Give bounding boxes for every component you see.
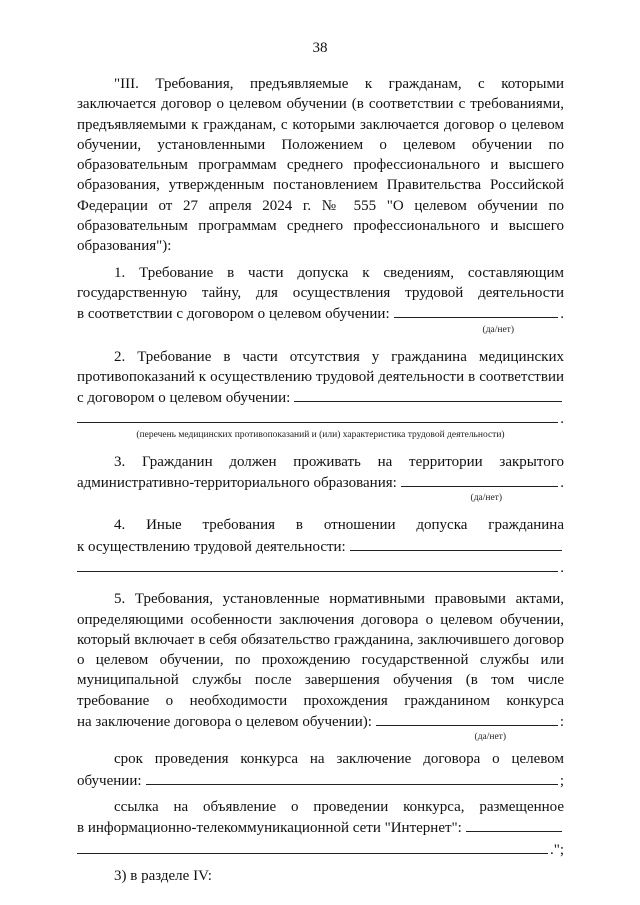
link-line-1: ссылка на объявление о проведении конкурса, размещенное [114, 798, 564, 815]
term-line-1: срок проведения конкурса на заключение договора о целевом [114, 751, 564, 768]
item-5-last-line: на заключение договора о целевом обучении): [77, 714, 372, 731]
item-4-line-1: 4. Иные требования в отношении допуска гражданина [114, 517, 564, 534]
item-1-answer-field[interactable] [394, 303, 559, 318]
item-4-line-2: к осуществлению трудовой деятельности: [77, 538, 346, 555]
competition-term: срок проведения конкурса на заключение договора о целевом обучении: ; [77, 749, 564, 791]
item-2-hint: (перечень медицинских противопоказаний и (или) характеристика трудовой деятельности) [136, 429, 505, 440]
document-body [77, 74, 564, 886]
link-answer-field-continued[interactable] [77, 839, 548, 854]
item-1-hint: (да/нет) [482, 324, 514, 335]
competition-link: ссылка на объявление о проведении конкурса, размещенное в информационно-телекоммуникационной сети "Интернет": ."; [77, 798, 564, 858]
item-2-medical: 2. Требование в части отсутствия у гражданина медицинских противопоказаний к осуществлению трудовой деятельности в соответствии с договором о целевом обучении: . (перечень медицинских противопоказаний и (или) характеристика трудовой деятельности) [77, 348, 564, 440]
link-line-2: в информационно-телекоммуникационной сети "Интернет": [77, 820, 462, 837]
item-3-line-1: 3. Гражданин должен проживать на территории закрытого [114, 453, 564, 470]
item-2-line-1: 2. Требование в части отсутствия у гражданина медицинских [114, 348, 564, 365]
link-answer-field[interactable] [466, 817, 562, 832]
section-iii-intro [77, 74, 564, 257]
item-1-line-1: 1. Требование в части допуска к сведениям, составляющим [114, 264, 564, 281]
item-2-answer-field-continued[interactable] [77, 408, 558, 423]
item-4-answer-field[interactable] [350, 536, 562, 551]
item-2-line-3: с договором о целевом обучении: [77, 390, 291, 407]
term-answer-field[interactable] [146, 770, 558, 785]
item-1-line-3: в соответствии с договором о целевом обучении: [77, 306, 390, 323]
item-4-other-requirements: 4. Иные требования в отношении допуска гражданина к осуществлению трудовой деятельности: . [77, 517, 564, 576]
item-3-hint: (да/нет) [470, 493, 502, 504]
intro-text: заключается договор о целевом обучении (в соответствии с требованиями, предъявляемыми к гражданам, с которыми заключается договор о целевом обучении, установленными Положением о целевом обучении по образовательным программам среднего профессионального и высшего образования, утвержденным постановлением Правительства Российской Федерации от 27 апреля 2024 г. № 555 "О целевом обучении по образовательным программам среднего профессионального и высшего образования"): [77, 96, 564, 255]
item-2-line-2: противопоказаний к осуществлению трудовой деятельности в соответствии [77, 368, 564, 385]
item-1-security-clearance: 1. Требование в части допуска к сведениям, составляющим государственную тайну, для осуществления трудовой деятельности в соответствии с договором о целевом обучении: . (да/нет) [77, 264, 564, 335]
item-5-line-1: 5. Требования, установленные нормативными правовыми актами, [114, 591, 564, 608]
section-iv-heading: 3) в разделе IV: [114, 867, 212, 884]
item-5-hint: (да/нет) [474, 732, 506, 743]
item-3-line-2: административно-территориального образования: [77, 475, 397, 492]
item-3-answer-field[interactable] [401, 472, 558, 487]
item-1-line-2: государственную тайну, для осуществления трудовой деятельности [77, 284, 564, 301]
item-5-answer-field[interactable] [376, 711, 558, 726]
item-4-answer-field-continued[interactable] [77, 557, 558, 572]
term-line-2: обучении: [77, 772, 142, 789]
item-5-text: определяющими особенности заключения договора о целевом обучении, который включает в себя обязательство гражданина, заключившего договор о целевом обучении, по прохождению государственной службы или муниципальной службы после завершения обучения (в том числе требование о необходимости прохождения гражданином конкурса [77, 611, 564, 709]
item-3-residence: 3. Гражданин должен проживать на территории закрытого административно-территориального образования: . (да/нет) [77, 453, 564, 504]
item-2-answer-field[interactable] [294, 387, 562, 402]
item-5-civil-service: 5. Требования, установленные нормативными правовыми актами, определяющими особенности заключения договора о целевом обучении, который включает в себя обязательство гражданина, заключившего договор о целевом обучении, по прохождению государственной службы или муниципальной службы после завершения обучения (в том числе требование о необходимости прохождения гражданином конкурса на заключение договора о целевом обучении): : (да/нет) [77, 591, 564, 743]
intro-line-1: "III. Требования, предъявляемые к гражданам, с которыми [114, 76, 564, 92]
page-number: 38 [312, 40, 328, 56]
